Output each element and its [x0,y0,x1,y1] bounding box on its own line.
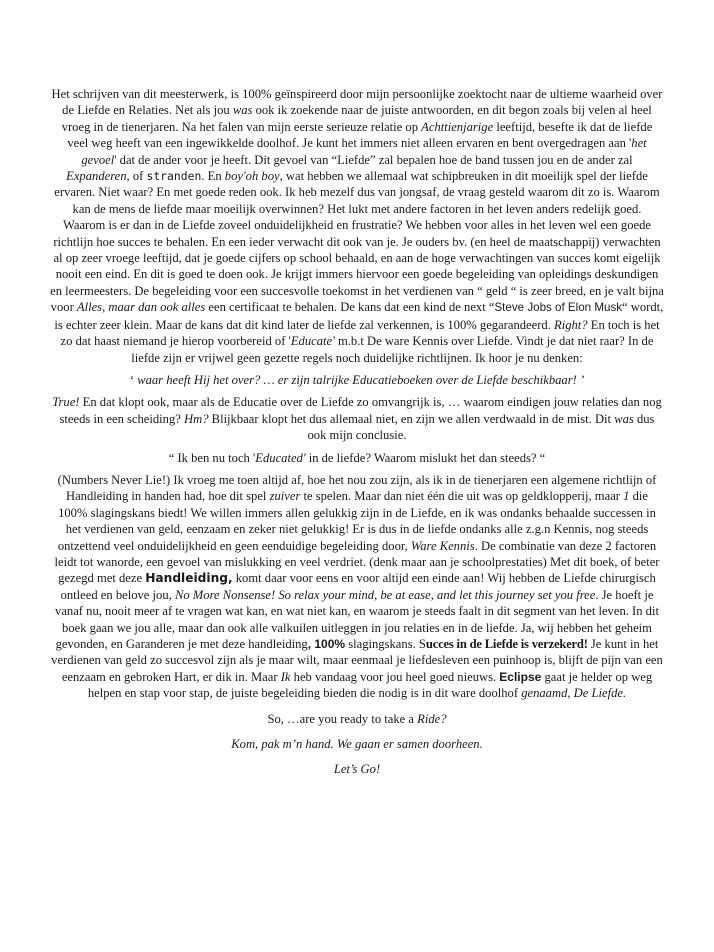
text: , wat hebben we allemaal wat schipbreuken in dit moeilijk spel der liefde ervaren. Niet waar? En met goede reden ook. Ik heb mezelf dus van jongsaf, de vraag gesteld waarom dit zo is. Waarom kan de mens de liefde maar moeilijk overwinnen? Het lukt met andere factoren in het leven anders redelijk goed. Waarom is er dan in de Liefde zoveel onduidelijkheid en frustratie? We hebben voor alles in het leven wel een goede richtlijn hoe succes te behalen. En een ieder verwacht dit ook van je. Je ouders bv. (en heel de maatschappij) verwachten al op zeer vroege leeftijd, dat je goede cijfers op school behaald, en aan de hoge verwachtingen van succes komt eigelijk nooit een eind. En dit is goed te doen ook. Je krijgt immers hiervoor een goede begeleiding van opleidings deskundigen en leermeesters. De begeleiding voor een succesvolle toekomst in het verdienen van “ geld “ is zeer breed, en je valt bijna voor [50,169,664,315]
text: “ wordt, is echter zeer klein. Maar de kans dat dit kind later de liefde zal verkennen, is 100% gegarandeerd. [54,300,664,332]
emphasis: Right? [554,317,588,332]
emphasis: waar heeft Hij het over? … er zijn talrijke Educatieboeken over de Liefde beschikbaar! ’ [137,372,585,387]
text: ' dat de ander voor je heeft. Dit gevoel van “Liefde” zal bepalen hoe de band tussen jou en de ander zal [114,152,633,167]
quote-paragraph [50,372,664,388]
emphasis: Expanderen [66,169,127,184]
text: . Je hoeft je vanaf nu, nooit meer af te vragen wat kan, en wat niet kan, en waarom je steeds faalt in dit segment van het leven. In dit boek gaan we jou alle, maar dan ook alle valkuilen uitleggen in jou relaties en in de liefde. Ja, wij hebben het geheim gevonden, en Garanderen je met deze handleiding [55,587,659,651]
emphasis: Ride? [417,711,447,726]
text: En toch is het zo dat haast niemand je hierop voorbereid of ' [60,317,660,349]
closing-line [50,711,664,727]
text: ook ik zoekende naar de juiste antwoorden, en dit begon zoals bij velen al heel vroeg in de tienerjaren. Na het falen van mijn eerste serieuze relatie op [61,103,652,134]
body-paragraph [50,472,664,702]
emphasis: het gevoel [81,136,647,167]
quote-paragraph [50,450,664,466]
text: leeftijd, besefte ik dat de liefde veel weg heeft van een ingewikkelde doolhof. Je kunt het immers niet alleen ervaren en bent overgedragen aan ' [67,119,653,151]
emphasis: Ik [280,669,291,684]
text: te spelen. Maar dan niet één die uit was op geldklopperij, maar [300,489,624,504]
emphasis: Let’s Go! [333,762,381,777]
emphasis: Kom, pak m’n hand. We gaan er samen doorheen. [231,737,483,752]
text: (Numbers Never Lie!) Ik vroeg me toen altijd af, hoe het nou zou zijn, als ik in de tienerjaren een algemene richtlijn of Handleiding in handen had, hoe dit spel [57,472,657,504]
emphasis: True! [52,395,80,410]
emphasis: boy'oh boy [224,169,280,184]
text: ‘ [129,372,138,387]
text: Het schrijven van dit meesterwerk, is 100% geïnspireerd door mijn persoonlijke zoektocht naar de ultieme waarheid over de Liefde en Relaties. Net als jou [51,87,663,118]
emphasis: Educated' [255,450,306,465]
emphasis: genaamd, De Liefde. [521,686,627,701]
emphasis: was [614,411,634,426]
text: . En [201,169,225,184]
text: Blijkbaar klopt het dus allemaal niet, en zijn we allen verdwaald in de mist. Dit [208,411,615,426]
emphasis: Achttienjarige [421,119,494,134]
closing-line [50,761,664,777]
text: Je kunt in het verdienen van geld zo succesvol zijn als je maar wilt, maar eenmaal je liefdesleven een puinhoop is, blijft de pijn van een eenzaam en gebroken Hart, er dik in. Maar [51,637,663,684]
emphasis: Educate' [290,334,335,349]
emphasis: was [232,103,253,118]
text: in de liefde? Waarom mislukt het dan steeds? “ [305,450,546,465]
emphasis: No More Nonsense! So relax your mind, be at ease, and let this journey set you free [174,587,596,602]
text: So, …are you ready to take a [267,711,418,726]
emphasis: Hm? [184,411,209,426]
stylized-phrase: Steve Jobs of Elon Musk [494,301,623,315]
emphasis: 1 [623,489,630,504]
text: een certificaat te behalen. De kans dat een kind de next “ [205,300,495,315]
text: “ Ik ben nu toch ' [168,450,256,465]
stylized-word: Eclipse [499,669,542,684]
emphasis: Alles, maar dan ook alles [76,300,206,315]
emphasis: zuiver [269,489,301,504]
text: dus ook mijn conclusie. [307,411,655,443]
text: gaat je helder op weg helpen en stap voor stap, de juiste begeleiding bieden die nodig is in dit ware doolhof [87,669,653,701]
intro-paragraph [50,86,664,366]
text: En dat klopt ook, maar als de Educatie over de Liefde zo omvangrijk is, … waarom eindigen jouw relaties dan nog steeds in een scheiding? [59,395,662,426]
stylized-word: , 100% [307,637,346,651]
text: . De combinatie van deze 2 factoren leidt tot wanorde, een gevoel van mislukking en veel verdriet. (denk maar aan je schoolprestaties) Met dit boek, of beter gezegd met deze [54,538,660,586]
stylized-phrase: ucces in de Liefde is verzekerd! [425,637,588,651]
text: heb vandaag voor jou heel goed nieuws. [290,669,500,684]
emphasis: Ware Kennis [410,538,475,553]
stylized-word: Handleiding, [145,571,233,586]
text: slagingskans. S [345,637,426,651]
text: die 100% slagingskans biedt! We willen immers allen gelukkig zijn in de Liefde, en ik was ondanks behaalde successen in het verdienen van geld, eenzaam en zeker niet gelukkig! Er is dus in de liefde ondanks alle z.g.n Kennis, nog steeds ontzettend veel onduidelijkheid en geen eenduidige begeleiding door, [57,489,656,553]
stylized-word: stranden [146,169,202,184]
text: , of [126,169,147,184]
body-paragraph [50,394,664,443]
text: m.b.t De ware Kennis over Liefde. Vindt je dat niet raar? In de liefde zijn er vrijwel geen gezette regels noch duidelijke richtlijnen. Ik hoor je nu denken: [131,334,654,365]
text: komt daar voor eens en voor altijd een einde aan! Wij hebben de Liefde chirurgisch ontleed en belove jou, [60,571,656,602]
closing-line [50,736,664,752]
